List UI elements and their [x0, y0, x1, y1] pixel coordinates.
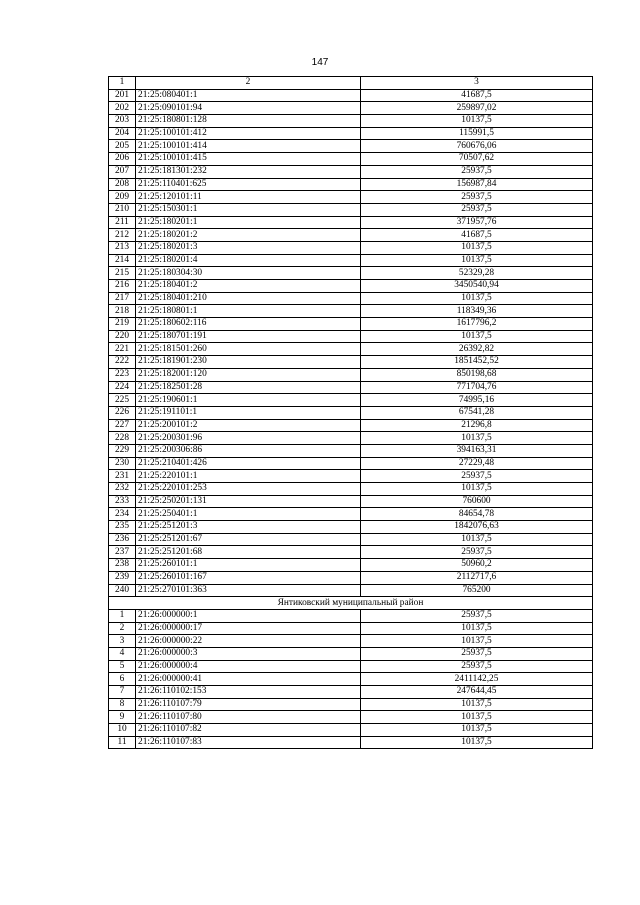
table-row	[109, 102, 593, 115]
table-row	[109, 394, 593, 407]
section-row	[109, 597, 593, 610]
row-number-cell: 210	[109, 203, 136, 216]
cadastral-number-cell: 21:25:120101:11	[136, 191, 361, 204]
cadastral-number-cell: 21:25:180201:3	[136, 241, 361, 254]
cadastral-value-cell: 10137,5	[361, 330, 593, 343]
table-row	[109, 292, 593, 305]
cadastral-value-cell: 10137,5	[361, 711, 593, 724]
table-row	[109, 457, 593, 470]
cadastral-number-cell: 21:25:220101:253	[136, 483, 361, 496]
cadastral-value-cell: 10137,5	[361, 432, 593, 445]
row-number-cell: 9	[109, 711, 136, 724]
row-number-cell: 216	[109, 280, 136, 293]
row-number-cell: 208	[109, 178, 136, 191]
cadastral-value-cell: 25937,5	[361, 546, 593, 559]
row-number-cell: 225	[109, 394, 136, 407]
row-number-cell: 10	[109, 724, 136, 737]
table-row	[109, 533, 593, 546]
cadastral-number-cell: 21:25:180304:30	[136, 267, 361, 280]
row-number-cell: 234	[109, 508, 136, 521]
row-number-cell: 3	[109, 635, 136, 648]
row-number-cell: 238	[109, 559, 136, 572]
cadastral-value-cell: 118349,36	[361, 305, 593, 318]
table-row	[109, 660, 593, 673]
cadastral-value-cell: 25937,5	[361, 191, 593, 204]
column-number-3: 3	[361, 77, 593, 90]
page-number: 147	[311, 57, 329, 68]
cadastral-value-cell: 10137,5	[361, 635, 593, 648]
cadastral-number-cell: 21:25:191101:1	[136, 406, 361, 419]
cadastral-value-cell: 1851452,52	[361, 356, 593, 369]
cadastral-value-cell: 25937,5	[361, 660, 593, 673]
row-number-cell: 204	[109, 127, 136, 140]
cadastral-number-cell: 21:25:260101:1	[136, 559, 361, 572]
table-row	[109, 191, 593, 204]
table-row	[109, 318, 593, 331]
row-number-cell: 213	[109, 241, 136, 254]
table-row	[109, 216, 593, 229]
cadastral-number-cell: 21:25:220101:1	[136, 470, 361, 483]
row-number-cell: 203	[109, 115, 136, 128]
cadastral-number-cell: 21:25:100101:414	[136, 140, 361, 153]
cadastral-value-cell: 1617796,2	[361, 318, 593, 331]
cadastral-number-cell: 21:25:180801:1	[136, 305, 361, 318]
table-row	[109, 521, 593, 534]
table-row	[109, 165, 593, 178]
table-row	[109, 343, 593, 356]
table-row	[109, 571, 593, 584]
cadastral-number-cell: 21:25:180201:4	[136, 254, 361, 267]
cadastral-number-cell: 21:25:180401:2	[136, 280, 361, 293]
row-number-cell: 212	[109, 229, 136, 242]
table-row	[109, 432, 593, 445]
cadastral-value-cell: 1842076,63	[361, 521, 593, 534]
cadastral-value-cell: 52329,28	[361, 267, 593, 280]
row-number-cell: 230	[109, 457, 136, 470]
row-number-cell: 233	[109, 495, 136, 508]
cadastral-number-cell: 21:25:180201:1	[136, 216, 361, 229]
row-number-cell: 205	[109, 140, 136, 153]
cadastral-value-cell: 760676,06	[361, 140, 593, 153]
cadastral-value-cell: 3450540,94	[361, 280, 593, 293]
cadastral-value-cell: 10137,5	[361, 115, 593, 128]
table-row	[109, 356, 593, 369]
cadastral-value-cell: 156987,84	[361, 178, 593, 191]
row-number-cell: 232	[109, 483, 136, 496]
cadastral-number-cell: 21:26:110107:82	[136, 724, 361, 737]
table-row	[109, 153, 593, 166]
table-row	[109, 724, 593, 737]
row-number-cell: 227	[109, 419, 136, 432]
row-number-cell: 1	[109, 609, 136, 622]
cadastral-value-cell: 41687,5	[361, 89, 593, 102]
row-number-cell: 220	[109, 330, 136, 343]
section-title: Янтиковский муниципальный район	[109, 597, 593, 610]
table-row	[109, 254, 593, 267]
cadastral-number-cell: 21:25:251201:67	[136, 533, 361, 546]
cadastral-number-cell: 21:25:250401:1	[136, 508, 361, 521]
cadastral-number-cell: 21:25:251201:68	[136, 546, 361, 559]
table-row	[109, 609, 593, 622]
cadastral-number-cell: 21:25:181501:260	[136, 343, 361, 356]
cadastral-value-cell: 247644,45	[361, 686, 593, 699]
table-row	[109, 280, 593, 293]
cadastral-number-cell: 21:26:000000:22	[136, 635, 361, 648]
row-number-cell: 2	[109, 622, 136, 635]
row-number-cell: 222	[109, 356, 136, 369]
table-row	[109, 673, 593, 686]
cadastral-number-cell: 21:25:090101:94	[136, 102, 361, 115]
cadastral-value-cell: 41687,5	[361, 229, 593, 242]
table-row	[109, 115, 593, 128]
row-number-cell: 217	[109, 292, 136, 305]
cadastral-value-cell: 771704,76	[361, 381, 593, 394]
table-row	[109, 381, 593, 394]
cadastral-number-cell: 21:25:181301:232	[136, 165, 361, 178]
table-row	[109, 546, 593, 559]
cadastral-value-cell: 25937,5	[361, 609, 593, 622]
cadastral-number-cell: 21:25:270101:363	[136, 584, 361, 597]
table-row	[109, 368, 593, 381]
cadastral-value-cell: 10137,5	[361, 292, 593, 305]
row-number-cell: 226	[109, 406, 136, 419]
table-row	[109, 495, 593, 508]
row-number-cell: 236	[109, 533, 136, 546]
row-number-cell: 228	[109, 432, 136, 445]
row-number-cell: 206	[109, 153, 136, 166]
cadastral-number-cell: 21:25:200306:86	[136, 444, 361, 457]
row-number-cell: 209	[109, 191, 136, 204]
row-number-cell: 218	[109, 305, 136, 318]
cadastral-value-cell: 84654,78	[361, 508, 593, 521]
cadastral-number-cell: 21:25:210401:426	[136, 457, 361, 470]
cadastral-value-cell: 74995,16	[361, 394, 593, 407]
table-row	[109, 203, 593, 216]
cadastral-value-cell: 26392,82	[361, 343, 593, 356]
cadastral-value-cell: 10137,5	[361, 241, 593, 254]
cadastral-value-cell: 2112717,6	[361, 571, 593, 584]
cadastral-number-cell: 21:25:180602:116	[136, 318, 361, 331]
cadastral-value-cell: 371957,76	[361, 216, 593, 229]
table-row	[109, 419, 593, 432]
row-number-cell: 6	[109, 673, 136, 686]
row-number-cell: 235	[109, 521, 136, 534]
cadastral-value-cell: 25937,5	[361, 647, 593, 660]
table-row	[109, 241, 593, 254]
cadastral-number-cell: 21:25:182001:120	[136, 368, 361, 381]
row-number-cell: 239	[109, 571, 136, 584]
row-number-cell: 207	[109, 165, 136, 178]
row-number-cell: 223	[109, 368, 136, 381]
table-row	[109, 711, 593, 724]
cadastral-value-cell: 10137,5	[361, 698, 593, 711]
cadastral-value-cell: 394163,31	[361, 444, 593, 457]
row-number-cell: 231	[109, 470, 136, 483]
column-number-row	[109, 77, 593, 90]
cadastral-value-cell: 115991,5	[361, 127, 593, 140]
table-row	[109, 622, 593, 635]
table-row	[109, 89, 593, 102]
row-number-cell: 201	[109, 89, 136, 102]
cadastral-number-cell: 21:25:180201:2	[136, 229, 361, 242]
table-row	[109, 736, 593, 749]
cadastral-number-cell: 21:25:180401:210	[136, 292, 361, 305]
table-row	[109, 686, 593, 699]
cadastral-value-cell: 25937,5	[361, 165, 593, 178]
cadastral-value-cell: 10137,5	[361, 622, 593, 635]
cadastral-value-cell: 10137,5	[361, 254, 593, 267]
table-row	[109, 229, 593, 242]
cadastral-value-cell: 259897,02	[361, 102, 593, 115]
row-number-cell: 8	[109, 698, 136, 711]
column-number-1: 1	[109, 77, 136, 90]
cadastral-number-cell: 21:25:080401:1	[136, 89, 361, 102]
column-number-2: 2	[136, 77, 361, 90]
cadastral-number-cell: 21:26:000000:4	[136, 660, 361, 673]
table-row	[109, 127, 593, 140]
cadastral-value-cell: 760600	[361, 495, 593, 508]
cadastral-value-cell: 25937,5	[361, 470, 593, 483]
table-row	[109, 483, 593, 496]
cadastral-value-cell: 67541,28	[361, 406, 593, 419]
cadastral-value-cell: 2411142,25	[361, 673, 593, 686]
cadastral-value-cell: 21296,8	[361, 419, 593, 432]
row-number-cell: 221	[109, 343, 136, 356]
cadastral-value-cell: 70507,62	[361, 153, 593, 166]
row-number-cell: 240	[109, 584, 136, 597]
row-number-cell: 229	[109, 444, 136, 457]
cadastral-number-cell: 21:26:110107:83	[136, 736, 361, 749]
cadastral-value-cell: 10137,5	[361, 736, 593, 749]
cadastral-number-cell: 21:25:182501:28	[136, 381, 361, 394]
cadastral-number-cell: 21:26:000000:1	[136, 609, 361, 622]
row-number-cell: 214	[109, 254, 136, 267]
row-number-cell: 215	[109, 267, 136, 280]
cadastral-number-cell: 21:25:190601:1	[136, 394, 361, 407]
row-number-cell: 11	[109, 736, 136, 749]
table-body	[109, 77, 593, 749]
cadastral-number-cell: 21:26:110107:79	[136, 698, 361, 711]
cadastral-number-cell: 21:25:110401:625	[136, 178, 361, 191]
cadastral-number-cell: 21:26:000000:17	[136, 622, 361, 635]
table-row	[109, 508, 593, 521]
cadastral-number-cell: 21:25:180701:191	[136, 330, 361, 343]
row-number-cell: 5	[109, 660, 136, 673]
row-number-cell: 211	[109, 216, 136, 229]
table-row	[109, 635, 593, 648]
cadastral-value-cell: 10137,5	[361, 483, 593, 496]
table-row	[109, 584, 593, 597]
cadastral-number-cell: 21:25:180801:128	[136, 115, 361, 128]
row-number-cell: 219	[109, 318, 136, 331]
cadastral-number-cell: 21:25:100101:412	[136, 127, 361, 140]
cadastral-number-cell: 21:25:250201:131	[136, 495, 361, 508]
table-row	[109, 444, 593, 457]
table-row	[109, 140, 593, 153]
row-number-cell: 7	[109, 686, 136, 699]
table-row	[109, 330, 593, 343]
cadastral-number-cell: 21:26:000000:41	[136, 673, 361, 686]
cadastral-value-cell: 10137,5	[361, 533, 593, 546]
table-row	[109, 647, 593, 660]
table-row	[109, 559, 593, 572]
cadastral-number-cell: 21:26:110107:80	[136, 711, 361, 724]
cadastral-value-cell: 765200	[361, 584, 593, 597]
cadastral-value-cell: 27229,48	[361, 457, 593, 470]
row-number-cell: 224	[109, 381, 136, 394]
row-number-cell: 202	[109, 102, 136, 115]
table-row	[109, 406, 593, 419]
table-row	[109, 470, 593, 483]
cadastral-value-cell: 25937,5	[361, 203, 593, 216]
cadastral-number-cell: 21:26:000000:3	[136, 647, 361, 660]
table-row	[109, 267, 593, 280]
cadastral-number-cell: 21:25:200301:96	[136, 432, 361, 445]
cadastral-number-cell: 21:25:150301:1	[136, 203, 361, 216]
table-row	[109, 698, 593, 711]
cadastral-number-cell: 21:26:110102:153	[136, 686, 361, 699]
table-row	[109, 305, 593, 318]
cadastral-value-cell: 850198,68	[361, 368, 593, 381]
cadastral-number-cell: 21:25:200101:2	[136, 419, 361, 432]
cadastral-value-cell: 50960,2	[361, 559, 593, 572]
cadastral-number-cell: 21:25:260101:167	[136, 571, 361, 584]
cadastral-number-cell: 21:25:100101:415	[136, 153, 361, 166]
cadastral-value-table	[108, 76, 593, 749]
cadastral-number-cell: 21:25:251201:3	[136, 521, 361, 534]
table-row	[109, 178, 593, 191]
row-number-cell: 237	[109, 546, 136, 559]
row-number-cell: 4	[109, 647, 136, 660]
cadastral-value-cell: 10137,5	[361, 724, 593, 737]
cadastral-number-cell: 21:25:181901:230	[136, 356, 361, 369]
